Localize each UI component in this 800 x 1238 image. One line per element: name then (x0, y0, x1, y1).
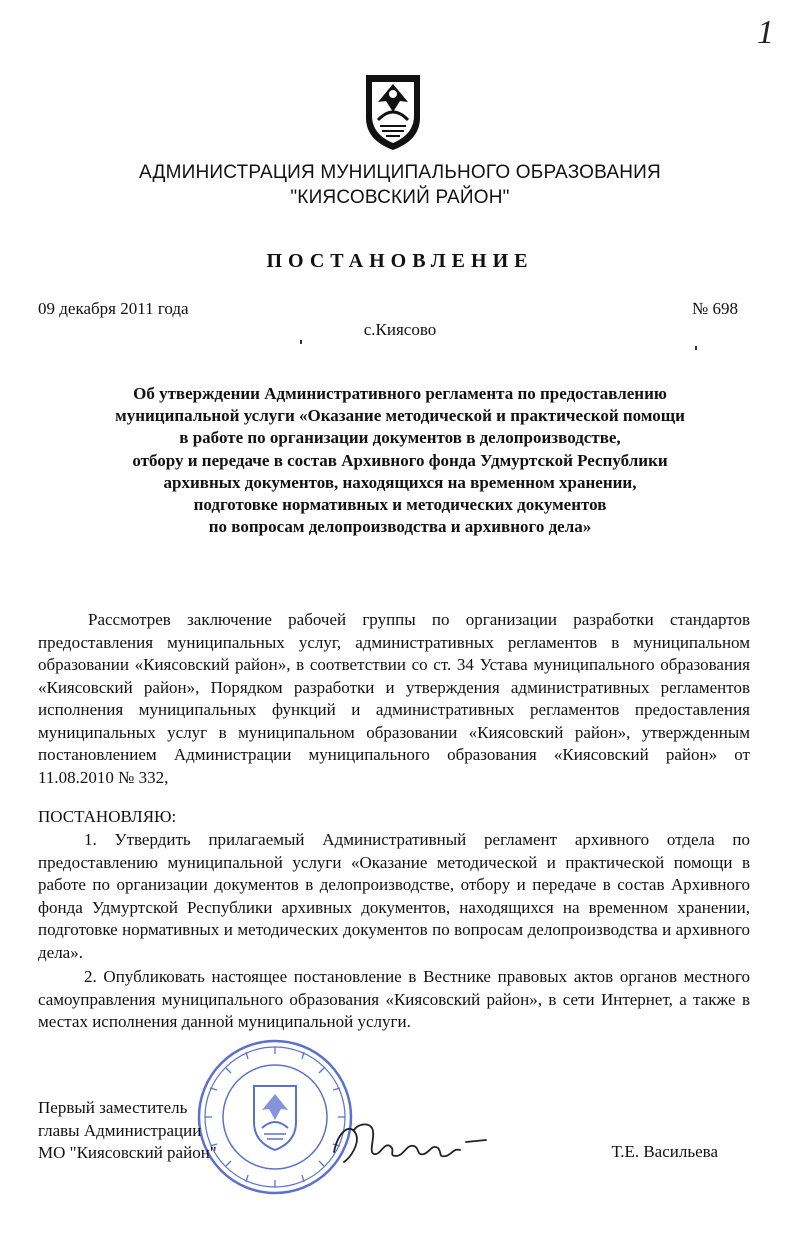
signatory-title (38, 1097, 217, 1165)
title-line: муниципальной услуги «Оказание методической и практической помощи (115, 406, 685, 426)
organization-name (0, 160, 800, 210)
signatory-line-3: МО "Киясовский район" (38, 1143, 217, 1162)
signatory-line-2: главы Администрации (38, 1120, 202, 1140)
page-number: 1 (757, 14, 774, 51)
document-type: ПОСТАНОВЛЕНИЕ (266, 250, 534, 272)
title-line: Об утверждении Административного регламента по предоставлению (133, 384, 667, 403)
organization-line-1: АДМИНИСТРАЦИЯ МУНИЦИПАЛЬНОГО ОБРАЗОВАНИЯ (139, 162, 661, 183)
coat-of-arms-icon (358, 68, 428, 152)
organization-line-2: "КИЯСОВСКИЙ РАЙОН" (290, 187, 510, 208)
handwritten-signature-icon (328, 1112, 488, 1172)
scan-speck (695, 346, 697, 350)
document-title (40, 383, 760, 538)
signatory-line-1: Первый заместитель (38, 1098, 188, 1117)
scan-speck (300, 340, 302, 344)
title-line: архивных документов, находящихся на временном хранении, (163, 472, 637, 492)
decree-heading: ПОСТАНОВЛЯЮ: (38, 807, 177, 826)
title-line: по вопросам делопроизводства и архивного дела» (208, 517, 592, 537)
intro-paragraph: Рассмотрев заключение рабочей группы по организации разработки стандартов предоставления муниципальных услуг, административных регламентов в муниципальном образовании «Киясовский район», в соответствии со ст. 34 Устава муниципального образования «Киясовский район», Порядком разработки и утверждения административных регламентов исполнения муниципальных функций и административных регламентов предоставления муниципальных услуг в муниципальном образовании «Киясовский район», утвержденным постановлением Администрации муниципального образования «Киясовский район» от 11.08.2010 № 332, (38, 610, 750, 787)
title-line: подготовке нормативных и методических документов (193, 495, 607, 515)
document-date: 09 декабря 2011 года (38, 299, 189, 318)
decree-item-2: 2. Опубликовать настоящее постановление в Вестнике правовых актов органов местного самоуправления муниципального образования «Киясовский район», в сети Интернет, а также в местах исполнения данной муниципальной услуги. (38, 967, 750, 1031)
signer-name: Т.Е. Васильева (611, 1142, 718, 1161)
title-line: в работе по организации документов в делопроизводстве, (179, 428, 621, 448)
document-place: с.Киясово (363, 320, 437, 339)
document-number: № 698 (692, 299, 738, 318)
decree-item-1: 1. Утвердить прилагаемый Административный регламент архивного отдела по предоставлению муниципальной услуги «Оказание методической и практической помощи в работе по организации документов в делопроизводстве, отбору и передаче в состав Архивного фонда Удмуртской Республики архивных документов, находящихся на временном хранении, подготовке нормативных и методических документов по вопросам делопроизводства и архивного дела». (38, 830, 750, 962)
title-line: отбору и передаче в состав Архивного фонда Удмуртской Республики (132, 450, 668, 470)
